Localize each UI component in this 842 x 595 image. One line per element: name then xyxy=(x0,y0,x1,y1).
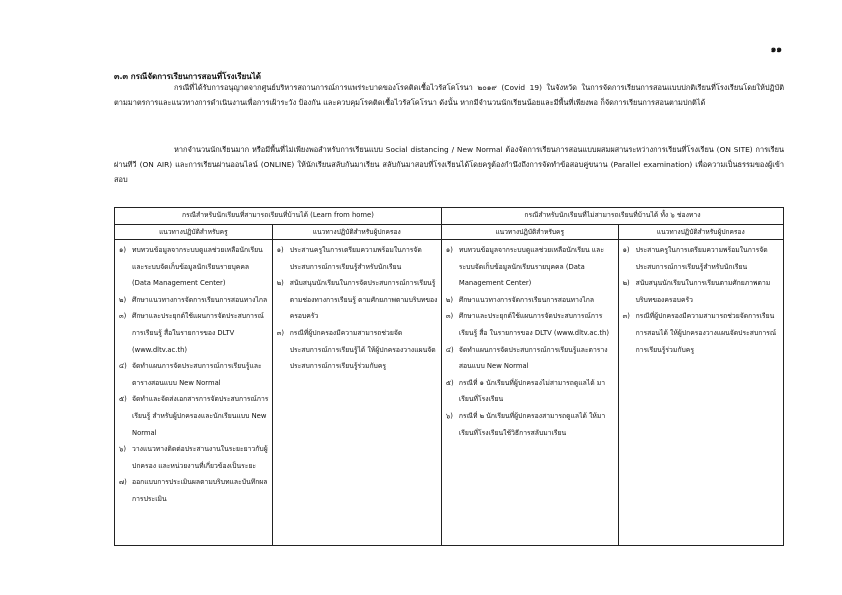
list-item: ๒) ศึกษาแนวทางการจัดการเรียนการสอนทางไกล xyxy=(445,295,594,304)
list-item: ๔) จัดทำแผนการจัดประสบการณ์การเรียนรู้และตารางสอนแบบ New Normal xyxy=(445,345,608,371)
list-item: ๒) สนับสนุนนักเรียนในการจัดประสบการณ์การเรียนรู้ ตามช่องทางการเรียนรู้ ตามศักยภาพตามบริบทของครอบครัว xyxy=(276,279,438,321)
list-item: ๒) ศึกษาแนวทางการจัดการเรียนการสอนทางไกล xyxy=(119,295,268,304)
list-item: ๑) ทบทวนข้อมูลจากระบบดูแลช่วยเหลือนักเรียน และระบบจัดเก็บข้อมูลนักเรียนรายบุคคล (Data Management Center) xyxy=(119,246,263,288)
guideline-table xyxy=(114,207,784,546)
sub-header-teacher: แนวทางปฏิบัติสำหรับครู xyxy=(441,225,618,240)
list-item: ๑) ประสานครูในการเตรียมความพร้อมในการจัดประสบการณ์การเรียนรู้สำหรับนักเรียน xyxy=(276,246,422,271)
list-item: ๒) สนับสนุนนักเรียนในการเรียนตามศักยภาพตามบริบทของครอบครัว xyxy=(622,279,771,304)
paragraph: หากจำนวนนักเรียนมาก หรือมีพื้นที่ไม่เพียงพอสำหรับการเรียนแบบ Social distancing / New Normal ต้องจัดการเรียนการสอนแบบผสมผสานระหว่างการเรียนที่โรงเรียน (ON SITE) การเรียนผ่านทีวี (ON AIR) และการเรียนผ่านออนไลน์ (ONLINE) ให้นักเรียนสลับกันมาเรียน สลับกันมาสอบที่โรงเรียนได้โดยครูต้องกำนึงถึงการจัดทำข้อสอบคู่ขนาน (Parallel examination) เพื่อความเป็นธรรมของผู้เข้าสอบ xyxy=(114,145,784,184)
table-cell xyxy=(272,240,441,546)
list-item: ๑) ประสานครูในการเตรียมความพร้อมในการจัดประสบการณ์การเรียนรู้สำหรับนักเรียน xyxy=(622,246,768,271)
list-item: ๔) จัดทำแผนการจัดประสบการณ์การเรียนรู้และตารางสอนแบบ New Normal xyxy=(119,362,262,387)
group-header-learn-from-home: กรณีสำหรับนักเรียนที่สามารถเรียนที่บ้านได้ (Learn from home) xyxy=(115,208,442,225)
list-item: ๓) ศึกษาและประยุกต์ใช้แผนการจัดประสบการณ์การเรียนรู้ สื่อในรายการของ DLTV (www.dltv.ac.th) xyxy=(119,312,264,354)
table-cell xyxy=(441,240,618,546)
list-item: ๓) กรณีที่ผู้ปกครองมีความสามารถช่วยจัดประสบการณ์การเรียนรู้ได้ ให้ผู้ปกครองวางแผนจัดประสบการณ์การเรียนรู้ร่วมกับครู xyxy=(276,328,436,371)
list-item: ๓) ศึกษาและประยุกต์ใช้แผนการจัดประสบการณ์การเรียนรู้ สื่อ ในรายการของ DLTV (www.dltv.ac.th) xyxy=(445,312,610,337)
paragraph: กรณีที่ได้รับการอนุญาตจากศูนย์บริหารสถานการณ์การแพร่ระบาดของโรคติดเชื้อไวรัสโคโรนา ๒๐๑๙ (Covid 19) ในจังหวัด ในการจัดการเรียนการสอนแบบปกติเรียนที่โรงเรียนโดยให้ปฏิบัติตามมาตรการและแนวทางการดำเนินงานเพื่อการเฝ้าระวัง ป้องกัน และควบคุมโรคติดเชื้อไวรัสโคโรนา ดังนั้น หากมีจำนวนนักเรียนน้อยและมีพื้นที่เพียงพอ ก็จัดการเรียนการสอนตามปกติได้ xyxy=(114,83,784,107)
guideline-list xyxy=(622,242,780,358)
table-row xyxy=(115,240,784,546)
page-number: ๑๑ xyxy=(770,45,782,55)
guideline-list xyxy=(118,242,269,508)
section-title: ๓.๓ กรณีจัดการเรียนการสอนที่โรงเรียนได้ xyxy=(114,72,261,81)
list-item: ๓) กรณีที่ผู้ปกครองมีความสามารถช่วยจัดการเรียนการสอนได้ ให้ผู้ปกครองวางแผนจัดประสบการณ์การเรียนรู้ร่วมกับครู xyxy=(622,312,777,354)
guideline-list xyxy=(276,242,438,375)
list-item: ๕) จัดทำและจัดส่งเอกสารการจัดประสบการณ์การเรียนรู้ สำหรับผู้ปกครองและนักเรียนแบบ New Normal xyxy=(119,395,269,437)
table-cell xyxy=(618,240,783,546)
sub-header-parent: แนวทางปฏิบัติสำหรับผู้ปกครอง xyxy=(272,225,441,240)
list-item: ๗) ออกแบบการประเมินผลตามบริบทและบันทึกผลการประเมิน xyxy=(119,478,268,503)
group-header-row xyxy=(115,208,784,225)
list-item: ๑) ทบทวนข้อมูลจากระบบดูแลช่วยเหลือนักเรียน และระบบจัดเก็บข้อมูลนักเรียนรายบุคคล (Data Management Center) xyxy=(445,246,604,288)
list-item: ๕) กรณีที่ ๑ นักเรียนที่ผู้ปกครองไม่สามารถดูแลได้ มาเรียนที่โรงเรียน xyxy=(445,378,606,404)
guideline-list xyxy=(445,242,615,441)
list-item: ๖) กรณีที่ ๒ นักเรียนที่ผู้ปกครองสามารถดูแลได้ ให้มาเรียนที่โรงเรียนใช้วิธีการสลับมาเรียน xyxy=(445,411,606,437)
sub-header-row xyxy=(115,225,784,240)
sub-header-parent: แนวทางปฏิบัติสำหรับผู้ปกครอง xyxy=(618,225,783,240)
table-cell xyxy=(115,240,273,546)
sub-header-teacher: แนวทางปฏิบัติสำหรับครู xyxy=(115,225,273,240)
group-header-not-at-home: กรณีสำหรับนักเรียนที่ไม่สามารถเรียนที่บ้านได้ ทั้ง ๖ ช่องทาง xyxy=(441,208,783,225)
list-item: ๖) วางแนวทางติดต่อประสานงานในระยะยาวกับผู้ปกครอง และหน่วยงานที่เกี่ยวข้องเป็นระยะ xyxy=(119,445,268,470)
